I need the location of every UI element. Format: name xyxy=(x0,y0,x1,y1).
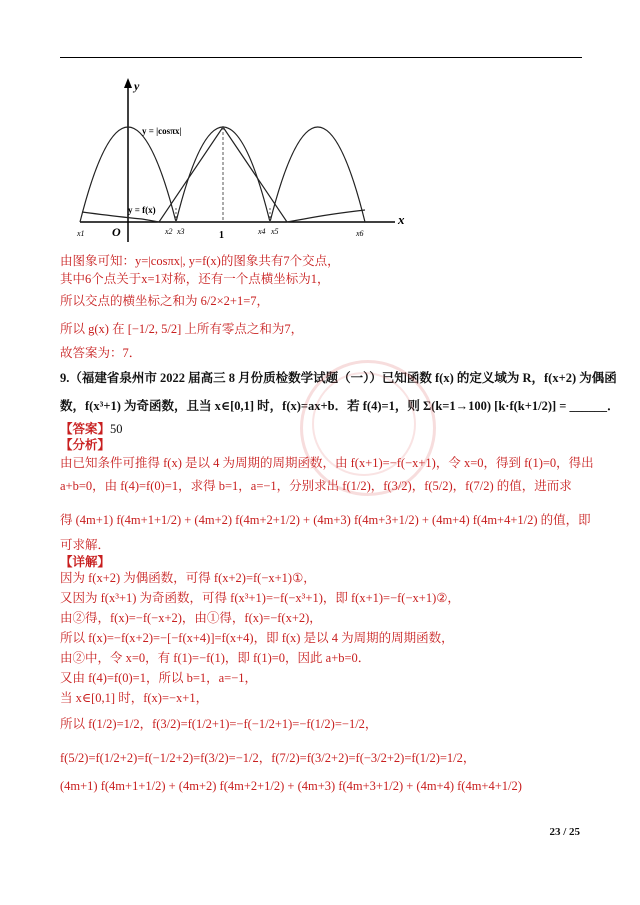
y-axis-label: y xyxy=(134,79,140,93)
detail-line-3: 由②得，f(x)=−f(−x+2)，由①得，f(x)=−f(x+2)， xyxy=(60,611,322,625)
prev-line-5: 故答案为：7． xyxy=(60,346,142,360)
analysis-line-4: 可求解． xyxy=(60,538,111,552)
y-axis-arrow-icon xyxy=(124,78,132,88)
answer-row xyxy=(60,421,123,437)
f-label: y = f(x) xyxy=(128,205,156,215)
detail-line-2: 又因为 f(x³+1) 为奇函数，可得 f(x³+1)=−f(−x³+1)，即 f(x+1)=−f(−x+1)②， xyxy=(60,591,460,605)
x2-label: x2 xyxy=(165,227,173,236)
answer-value: 50 xyxy=(110,422,123,436)
x-axis-label: x xyxy=(398,212,405,227)
prev-line-3: 所以交点的横坐标之和为 6/2×2+1=7， xyxy=(60,294,269,308)
prev-line-1: 由图象可知：y=|cosπx|, y=f(x)的图象共有7个交点， xyxy=(60,254,340,268)
answer-tag: 【答案】 xyxy=(60,422,111,436)
detail-line-5: 由②中，令 x=0，有 f(1)=−f(1)，即 f(1)=0，因此 a+b=0． xyxy=(60,651,371,665)
header-rule xyxy=(60,57,582,58)
detail-line-7: 当 x∈[0,1] 时，f(x)=−x+1， xyxy=(60,691,209,705)
prev-line-4: 所以 g(x) 在 [−1/2, 5/2] 上所有零点之和为7， xyxy=(60,322,304,336)
watermark-seal-inner xyxy=(312,372,416,476)
page-number: 23 / 25 xyxy=(549,826,580,838)
x6-label: x6 xyxy=(356,229,364,238)
x4-label: x4 xyxy=(258,227,266,236)
analysis-line-2: a+b=0，由 f(4)=f(0)=1，求得 b=1，a=−1，分别求出 f(1/2)，f(3/2)，f(5/2)，f(7/2) 的值，进而求 xyxy=(60,479,572,493)
detail-line-9: f(5/2)=f(1/2+2)=f(−1/2+2)=f(3/2)=−1/2，f(7/2)=f(3/2+2)=f(−3/2+2)=f(1/2)=1/2， xyxy=(60,751,476,765)
detail-line-4: 所以 f(x)=−f(x+2)=−[−f(x+4)]=f(x+4)，即 f(x) 是以 4 为周期的周期函数， xyxy=(60,631,454,645)
detail-line-6: 又由 f(4)=f(0)=1，所以 b=1，a=−1， xyxy=(60,671,258,685)
detail-line-8: 所以 f(1/2)=1/2，f(3/2)=f(1/2+1)=−f(−1/2+1)=−f(1/2)=−1/2， xyxy=(60,717,378,731)
origin-label: O xyxy=(112,225,121,239)
detail-line-1: 因为 f(x+2) 为偶函数，可得 f(x+2)=f(−x+1)①， xyxy=(60,571,316,585)
x5-label: x5 xyxy=(271,227,279,236)
analysis-line-1: 由已知条件可推得 f(x) 是以 4 为周期的周期函数，由 f(x+1)=−f(−x+1)，令 x=0，得到 f(1)=0，得出 xyxy=(60,456,594,470)
detail-tag: 【详解】 xyxy=(60,555,111,569)
problem-9-line-2: 数，f(x³+1) 为奇函数，且当 x∈[0,1] 时，f(x)=ax+b．若 f(4)=1，则 Σ(k=1→100) [k·f(k+1/2)] = ______． xyxy=(60,399,620,413)
prev-line-2: 其中6个点关于x=1对称，还有一个点横坐标为1， xyxy=(60,272,330,286)
problem-9-line-1: 9.（福建省泉州市 2022 届高三 8 月份质检数学试题（一））已知函数 f(x) 的定义域为 R，f(x+2) 为偶函 xyxy=(60,371,617,385)
x1-label: x1 xyxy=(77,229,85,238)
one-label: 1 xyxy=(219,230,224,241)
analysis-line-3: 得 (4m+1) f(4m+1+1/2) + (4m+2) f(4m+2+1/2) + (4m+3) f(4m+3+1/2) + (4m+4) f(4m+4+1/2) 的值，即 xyxy=(60,513,591,527)
function-graph xyxy=(60,72,420,252)
x3-label: x3 xyxy=(177,227,185,236)
abs-cos-label: y = |cosπx| xyxy=(142,126,182,136)
detail-line-10: (4m+1) f(4m+1+1/2) + (4m+2) f(4m+2+1/2) + (4m+3) f(4m+3+1/2) + (4m+4) f(4m+4+1/2) xyxy=(60,779,522,793)
analysis-tag: 【分析】 xyxy=(60,438,111,452)
